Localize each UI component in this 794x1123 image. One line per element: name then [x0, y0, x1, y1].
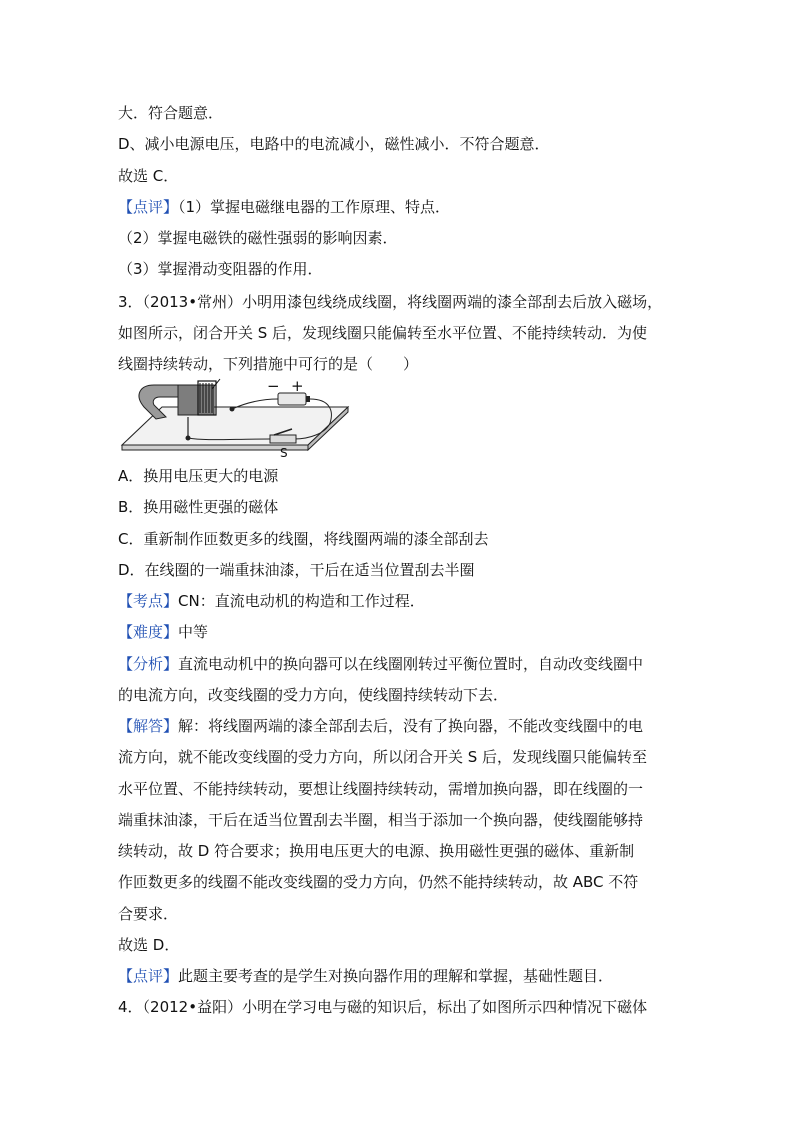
comment-text: 此题主要考查的是学生对换向器作用的理解和掌握，基础性题目． — [178, 967, 614, 985]
text-line: （2）掌握电磁铁的磁性强弱的影响因素． — [118, 229, 398, 247]
comment-tag: 【点评】 — [118, 967, 179, 985]
answer-text: 解：将线圈两端的漆全部刮去后，没有了换向器，不能改变线圈中的电 — [178, 717, 644, 735]
text-line: 故选 C． — [118, 167, 179, 185]
answer-line: 水平位置、不能持续转动，要想让线圈持续转动，需增加换向器，即在线圈的一 — [118, 780, 644, 798]
analysis-tag: 【分析】 — [118, 655, 179, 673]
comment-line — [118, 966, 678, 986]
answer-tag: 【解答】 — [118, 717, 179, 735]
answer-line: 合要求． — [118, 905, 179, 923]
comment-tag: 【点评】 — [118, 198, 179, 216]
answer-line: 续转动，故 D 符合要求；换用电压更大的电源、换用磁性更强的磁体、重新制 — [118, 842, 635, 860]
text-line: 故选 D． — [118, 936, 180, 954]
analysis-line — [118, 654, 678, 674]
point-tag: 【考点】 — [118, 592, 179, 610]
option-a: A．换用电压更大的电源 — [118, 467, 279, 485]
option-c: C．重新制作匝数更多的线圈，将线圈两端的漆全部刮去 — [118, 530, 489, 548]
option-d: D．在线圈的一端重抹油漆，干后在适当位置刮去半圈 — [118, 561, 475, 579]
switch-label: S — [280, 446, 288, 459]
question-line: 4．（2012•益阳）小明在学习电与磁的知识后，标出了如图所示四种情况下磁体 — [118, 998, 648, 1016]
answer-line: 流方向，就不能改变线圈的受力方向，所以闭合开关 S 后，发现线圈只能偏转至 — [118, 748, 648, 766]
text-line: D、减小电源电压，电路中的电流减小，磁性减小．不符合题意． — [118, 135, 550, 153]
difficulty-text: 中等 — [178, 623, 209, 641]
battery-plus-label: + — [291, 377, 304, 395]
comment-line — [118, 197, 678, 217]
answer-line — [118, 716, 678, 736]
answer-line: 端重抹油漆，干后在适当位置刮去半圈，相当于添加一个换向器，使线圈能够持 — [118, 811, 644, 829]
difficulty-tag: 【难度】 — [118, 623, 179, 641]
point-line — [118, 591, 678, 611]
question-line: 线圈持续转动，下列措施中可行的是（ ） — [118, 355, 419, 373]
option-b: B．换用磁性更强的磁体 — [118, 498, 279, 516]
difficulty-line — [118, 622, 678, 642]
comment-text: （1）掌握电磁继电器的工作原理、特点． — [178, 198, 451, 216]
answer-line: 作匝数更多的线圈不能改变线圈的受力方向，仍然不能持续转动，故 ABC 不符 — [118, 873, 639, 891]
question-line: 3．（2013•常州）小明用漆包线绕成线圈，将线圈两端的漆全部刮去后放入磁场， — [118, 293, 663, 311]
text-line: （3）掌握滑动变阻器的作用． — [118, 260, 323, 278]
question-line: 如图所示，闭合开关 S 后，发现线圈只能偏转至水平位置、不能持续转动．为使 — [118, 324, 648, 342]
analysis-text: 直流电动机中的换向器可以在线圈刚转过平衡位置时，自动改变线圈中 — [178, 655, 644, 673]
point-text: CN：直流电动机的构造和工作过程． — [178, 592, 425, 610]
text-line: 大．符合题意． — [118, 104, 224, 122]
analysis-line: 的电流方向，改变线圈的受力方向，使线圈持续转动下去． — [118, 686, 509, 704]
motor-circuit-figure — [120, 377, 350, 459]
battery-minus-label: − — [267, 377, 280, 395]
